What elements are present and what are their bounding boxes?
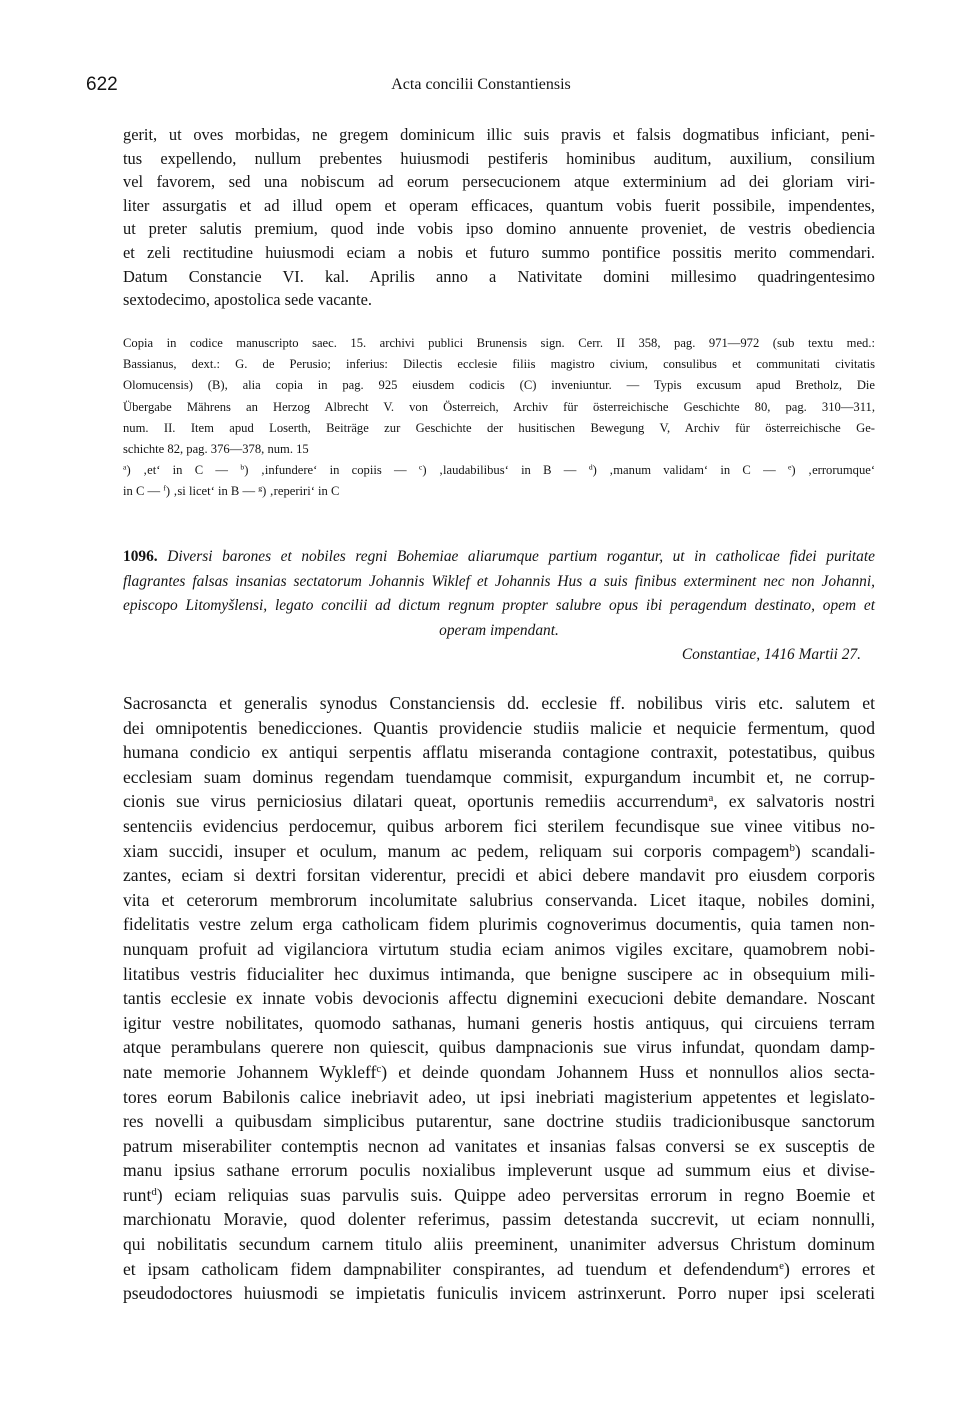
text-line: tantis ecclesie ex innate vobis devocionis affectu dignemini execucioni debite demandare. Noscant <box>123 988 875 1009</box>
text-line: vita et ceterorum membrorum incolumitate salubrius conservanda. Licet itaque, nobiles domini, <box>123 889 875 910</box>
variant-a: ‚et‘ in C — <box>142 463 229 478</box>
text-line: qui nobilitatis secundum carnem titulo aliis preeminent, unanimiter adversus Christum dominum <box>123 1234 875 1255</box>
note-line: schichte 82, pag. 376—378, num. 15 <box>123 442 309 457</box>
note-line: Bassianus, dext.: G. de Perusio; inferius: Dilectis ecclesie filiis magistro civium, consulibus et communitati civitatis <box>123 357 875 372</box>
running-header <box>86 74 876 98</box>
variant-readings: $^a$) ‚et‘ in C — $^b$) ‚infundere‘ in copiis — $^c$) ‚laudabilibus‘ in B — $^d$) ‚manum validam‘ in C — $^e$) ‚errorumque‘ <box>123 462 876 478</box>
page-number: 622 <box>86 74 118 95</box>
place-date: Constantiae, 1416 Martii 27. <box>681 646 861 663</box>
source-notes <box>123 333 875 503</box>
dating-line: Datum Constancie VI. kal. Aprilis anno a Nativitate domini millesimo quadringentesimo <box>123 266 875 286</box>
text-line: gerit, ut oves morbidas, ne gregem dominicum illic suis pravis et falsis dogmatibus inficiant, peni- <box>123 125 875 144</box>
text-line: zantes, eciam si dextri forsitan viderentur, precidi et abici debere mandavit pro eiusdem corporis <box>123 865 875 886</box>
text-line: xiam succidi, insuper et oculum, manum ac pedem, reliquam sui corporis compagem$^b$) scandali- <box>123 840 875 861</box>
text-line: dei omnipotentis benedicciones. Quantis providencie studiis malicie et nequicie fermentum, quod <box>123 717 875 738</box>
text-line: nate memorie Johannem Wykleff$^c$) et deinde quondam Johannem Huss et nonnullos alios secta- <box>123 1061 875 1082</box>
variant-e: ‚errorumque‘ <box>807 463 876 478</box>
continuation-text <box>123 123 875 312</box>
text-line: patrum miserabiliter contemptis necnon ad vanitates et insanias falsas conversi se ex susceptis de <box>123 1135 875 1156</box>
variant-b: ‚infundere‘ in copiis — <box>260 463 407 478</box>
text-line: cionis sue virus perniciosius dilatari queat, oportunis remediis accurrendum$^a$, ex salvatoris nostri <box>123 791 875 812</box>
text-line: igitur vestre nobilitates, quomodo sathanas, humani generis hostis antiquus, qui circuiens terram <box>123 1012 875 1033</box>
variant-readings: in C — $^f$) ‚si licet‘ in B — $^g$) ‚reperiri‘ in C <box>123 484 340 499</box>
text-line: vel favorem, sed una nobiscum ad eorum persecucionem atque exterminium ad dei gloriam viri- <box>123 172 875 192</box>
text-line: pseudodoctores huiusmodi se impietatis funiculis invicem astrinxerunt. Porro nuper ipsi scelerati <box>123 1283 875 1304</box>
text-line: tores eorum Babilonis calice inebriavit adeo, ut ipsi inebriati magisterium appetentes et legislato- <box>123 1086 875 1107</box>
note-line: Übergabe Mährens an Herzog Albrecht V. von Österreich, Archiv für österreichische Geschichte 80, pag. 310—311, <box>123 399 875 414</box>
text-line: fidelitatis vestre zelum erga catholicam fidem plurimis cognoverimus documentis, quia tamen non- <box>123 914 875 935</box>
document-heading <box>123 545 875 668</box>
note-line: num. II. Item apud Loserth, Beiträge zur Geschichte der husitischen Bewegung V, Archiv für österreichische Ge- <box>123 420 875 435</box>
regest-line: operam impendant. <box>439 621 559 639</box>
text-line: humana condicio ex antiqui serpentis afflatu miseranda contagione contraxit, potestatibus, quibus <box>123 742 875 763</box>
variant-f: ‚si licet‘ in B — <box>173 484 256 499</box>
text-line: et zeli rectitudine huiusmodi eciam a nobis et futuro summo pontifice possitis merito commendari. <box>123 242 875 262</box>
regest-line: flagrantes falsas insanias sectatorum Johannis Wiklef et Johannis Hus a suis finibus exterminent nec non Johanni, <box>123 572 875 590</box>
text-line: nunquam profuit ad vigilanciora virtutum studia eciam animos vigiles excitare, quamobrem nobi- <box>123 938 875 959</box>
text-line: et ipsam catholicam fidem dampnabiliter conspirantes, ad tuendum et defendendum$^e$) errores et <box>123 1258 875 1279</box>
text-line: manu ipsius sathane errorum poculis noxialibus impleverunt usque ad summum eius et divise- <box>123 1160 875 1181</box>
regest-line: episcopo Litomyšlensi, legato concilii ad dictum regnum propter salubre opus ibi peragendum destinato, opem et <box>123 597 875 614</box>
text-line: marchionatu Moravie, quod dolenter referimus, passim detestanda succrevit, ut eciam nonnulli, <box>123 1209 875 1230</box>
regest-line: Diversi barones et nobiles regni Bohemiae aliarumque partium rogantur, ut in catholicae fidei puritate <box>167 548 875 565</box>
text-line: ecclesiam suam dominus regendam tuendamque commisit, expurgandum incumbit et, ne corrup- <box>123 766 875 787</box>
text-line: sentenciis evidencius perdocemur, quibus arborem fici sterilem fecundisque sue vinee vitibus no- <box>123 815 875 836</box>
text-line: tus expellendo, nullum prebentes huiusmodi pestiferis hominibus auditum, auxilium, consilium <box>123 148 875 168</box>
note-line: Copia in codice manuscripto saec. 15. archivi publici Brunensis sign. Cerr. II 358, pag. 971—972 (sub textu med.: <box>123 336 875 350</box>
running-title: Acta concilii Constantiensis <box>391 76 571 93</box>
variant-c: ‚laudabilibus‘ in B — <box>438 463 577 478</box>
variant-g: ‚reperiri‘ in C <box>269 484 340 499</box>
variant-e-cont: in C — <box>123 484 161 499</box>
variant-d: ‚manum validam‘ in C — <box>609 463 776 478</box>
text-line: res novelli a quibusdam simplicibus putarentur, sane doctrine studiis tradicionibusque sanctorum <box>123 1111 875 1132</box>
text-line: Sacrosancta et generalis synodus Constanciensis dd. ecclesie ff. nobilibus viris etc. salutem et <box>123 693 875 713</box>
document-number: 1096. <box>123 548 158 565</box>
text-line: liter assurgatis et ad illud opem et operam efficaces, quantum vobis fuerit possibile, impendentes, <box>123 195 875 215</box>
text-line: runt$^d$) eciam reliquias suas parvulis suis. Quippe adeo perversitas errorum in regno Boemie et <box>123 1184 875 1205</box>
text-line: litatibus vestris fiducialiter hec duximus intimanda, que benigne suscipere ac in obsequium mili- <box>123 963 875 984</box>
text-line: ut preter salutis premium, quod inde vobis ipso domino annuente proveniet, de vestris obediencia <box>123 219 875 239</box>
text-line: sextodecimo, apostolica sede vacante. <box>123 290 372 310</box>
letter-text <box>123 691 875 1306</box>
note-line: Olomucensis) (B), alia copia in pag. 925 eiusdem codicis (C) inveniuntur. — Typis excusum apud Bretholz, Die <box>123 378 875 393</box>
text-line: atque perambulans querere non quiescit, quibus dampnacionis sue virus infundat, quondam damp- <box>123 1037 875 1058</box>
